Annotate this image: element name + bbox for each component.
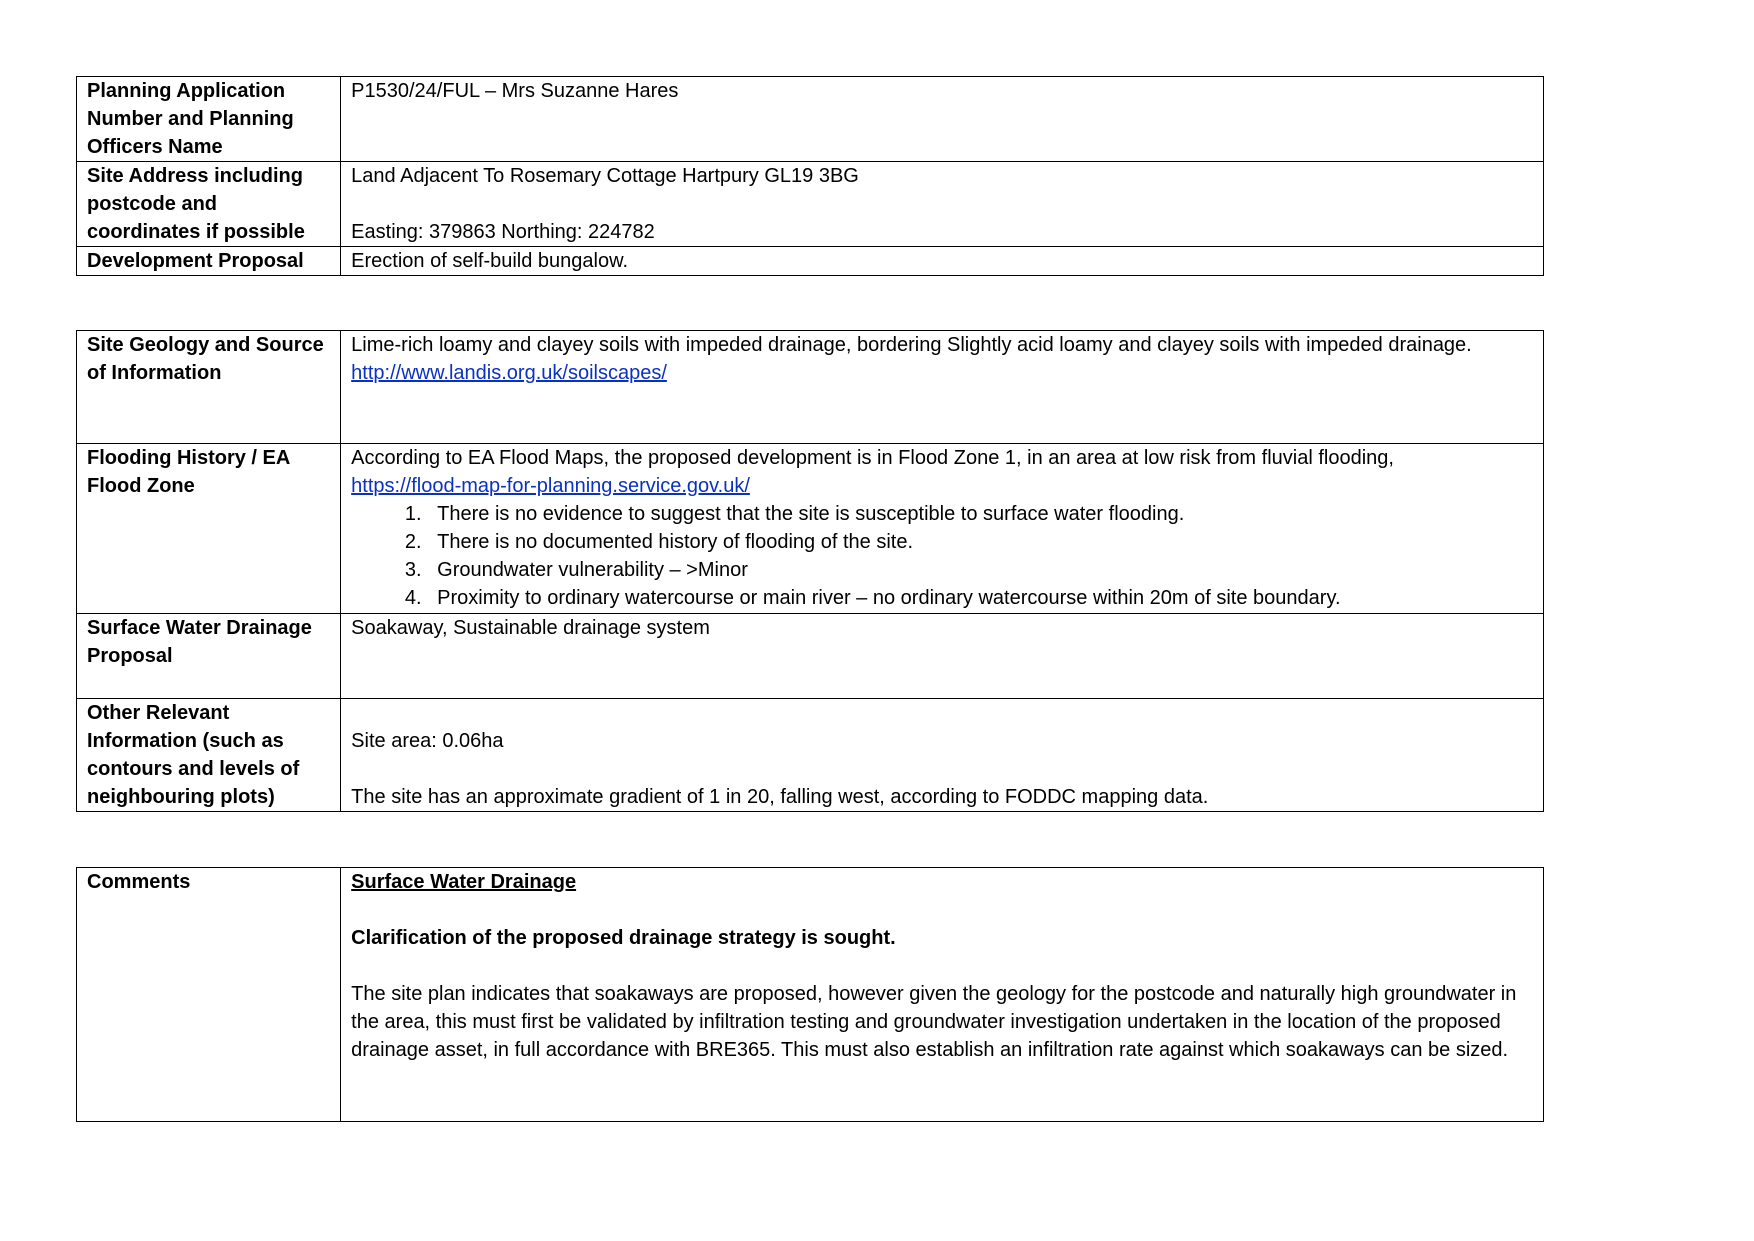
list-item: 2. There is no documented history of flooding of the site. (427, 528, 1533, 556)
table-row (77, 444, 1544, 614)
comments-paragraph: The site plan indicates that soakaways are proposed, however given the geology for the postcode and naturally high groundwater in the area, this must first be validated by infiltration testing and groundwater investigation undertaken in the location of the proposed drainage asset, in full accordance with BRE365. This must also establish an infiltration rate against which soakaways can be sized. (351, 983, 1517, 1061)
list-item: 1. There is no evidence to suggest that the site is susceptible to surface water flooding. (427, 500, 1533, 528)
flooding-history-text: According to EA Flood Maps, the proposed development is in Flood Zone 1, in an area at low risk from fluvial flooding, (351, 447, 1394, 469)
site-gradient-value: The site has an approximate gradient of 1 in 20, falling west, according to FODDC mapping data. (351, 786, 1209, 808)
soilscapes-link[interactable]: http://www.landis.org.uk/soilscapes/ (351, 362, 667, 384)
table-row (77, 162, 1544, 247)
table-row (77, 247, 1544, 276)
site-area-value: Site area: 0.06ha (351, 730, 504, 752)
site-information-table (76, 330, 1544, 812)
site-address-label: Site Address including postcode and coordinates if possible (77, 162, 341, 247)
application-number-label: Planning Application Number and Planning Officers Name (77, 77, 341, 162)
flood-findings-list (351, 500, 1533, 612)
table-row (77, 868, 1544, 1122)
list-item: 3. Groundwater vulnerability – >Minor (427, 556, 1533, 584)
other-information-label: Other Relevant Information (such as contours and levels of neighbouring plots) (77, 699, 341, 812)
development-proposal-value: Erection of self-build bungalow. (341, 247, 1544, 276)
table-row (77, 77, 1544, 162)
flooding-history-label: Flooding History / EA Flood Zone (77, 444, 341, 614)
drainage-proposal-label: Surface Water Drainage Proposal (77, 614, 341, 699)
comments-subheading: Clarification of the proposed drainage strategy is sought. (351, 927, 896, 949)
comments-cell (341, 868, 1544, 1122)
site-address-value: Land Adjacent To Rosemary Cottage Hartpury GL19 3BG (351, 165, 859, 187)
site-coordinates-value: Easting: 379863 Northing: 224782 (351, 221, 655, 243)
table-row (77, 614, 1544, 699)
site-geology-text: Lime-rich loamy and clayey soils with impeded drainage, bordering Slightly acid loamy and clayey soils with impeded drainage. (351, 334, 1472, 356)
site-geology-cell (341, 331, 1544, 444)
comments-table (76, 867, 1544, 1122)
application-number-value: P1530/24/FUL – Mrs Suzanne Hares (341, 77, 1544, 162)
site-address-cell (341, 162, 1544, 247)
list-item: 4. Proximity to ordinary watercourse or main river – no ordinary watercourse within 20m of site boundary. (427, 584, 1533, 612)
other-information-cell (341, 699, 1544, 812)
application-details-table (76, 76, 1544, 276)
table-row (77, 331, 1544, 444)
development-proposal-label: Development Proposal (77, 247, 341, 276)
flooding-history-cell (341, 444, 1544, 614)
comments-label: Comments (77, 868, 341, 1122)
drainage-proposal-value: Soakaway, Sustainable drainage system (341, 614, 1544, 699)
comments-heading: Surface Water Drainage (351, 871, 577, 893)
site-geology-label: Site Geology and Source of Information (77, 331, 341, 444)
table-row (77, 699, 1544, 812)
flood-map-link[interactable]: https://flood-map-for-planning.service.gov.uk/ (351, 475, 750, 497)
